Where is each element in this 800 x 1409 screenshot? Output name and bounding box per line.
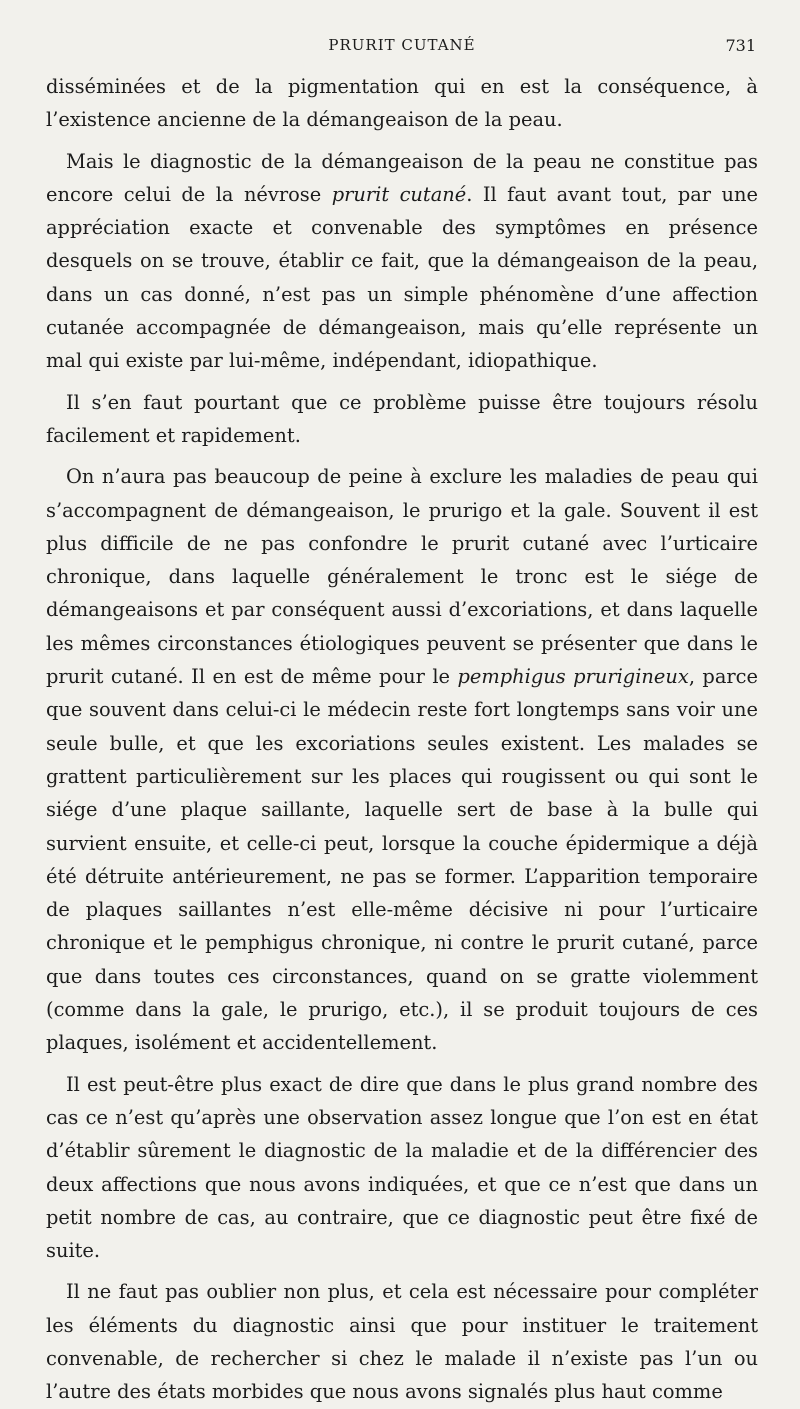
paragraph-text: disséminées et de la pigmentation qui en est la conséquence, à l’existence ancienne de la démangeaison de la peau. [46,75,758,132]
italic-term: pemphigus prurigineux [457,665,689,689]
paragraph-1 [46,70,758,137]
paragraph-3 [46,386,758,453]
paragraph-text: Il ne faut pas oublier non plus, et cela est nécessaire pour compléter les éléments du diagnostic ainsi que pour instituer le traitement convenable, de rechercher si chez le malade il n’existe pas l’un ou l’autre des états morbides que nous avons signalés plus haut comme [46,1280,758,1404]
paragraph-2 [46,145,758,378]
running-head: PRURIT CUTANÉ [328,36,476,54]
paragraph-text: Il s’en faut pourtant que ce problème puisse être toujours résolu facilement et rapidement. [46,390,758,447]
italic-term: prurit cutané [331,182,467,206]
paragraph-text: Mais le diagnostic de la démangeaison de la peau ne constitue pas encore celui de la névrose [46,149,758,206]
paragraph-text-continued: , parce que souvent dans celui-ci le médecin reste fort longtemps sans voir une seule bulle, et que les excoriations seules existent. Les malades se grattent particulièrement sur les places qui rougissent ou qui sont le siége d’une plaque saillante, laquelle sert de base à la bulle qui survient ensuite, et celle-ci peut, lorsque la couche épidermique a déjà été détruite antérieurement, ne pas se former. L’apparition temporaire de plaques saillantes n’est elle-même décisive ni pour l’urticaire chronique et le pemphigus chronique, ni contre le prurit cutané, parce que dans toutes ces circonstances, quand on se gratte violemment (comme dans la gale, le prurigo, etc.), il se produit toujours de ces plaques, isolément et accidentellement. [46,665,759,1055]
body-text [46,70,758,1409]
paragraph-4 [46,460,758,1059]
paragraph-text-continued: . Il faut avant tout, par une appréciation exacte et convenable des symptômes en présence desquels on se trouve, établir ce fait, que la démangeaison de la peau, dans un cas donné, n’est pas un simple phénomène d’une affection cutanée accompagnée de démangeaison, mais qu’elle représente un mal qui existe par lui-même, indépendant, idiopathique. [46,182,758,373]
paragraph-5 [46,1068,758,1268]
page-number: 731 [725,36,756,55]
paragraph-text: Il est peut-être plus exact de dire que dans le plus grand nombre des cas ce n’est qu’après une observation assez longue que l’on est en état d’établir sûrement le diagnostic de la maladie et de la différencier des deux affections que nous avons indiquées, et que ce n’est que dans un petit nombre de cas, au contraire, que ce diagnostic peut être fixé de suite. [46,1072,758,1263]
paragraph-text: On n’aura pas beaucoup de peine à exclure les maladies de peau qui s’accompagnent de démangeaison, le prurigo et la gale. Souvent il est plus difficile de ne pas confondre le prurit cutané avec l’urticaire chronique, dans laquelle généralement le tronc est le siége de démangeaisons et par conséquent aussi d’excoriations, et dans laquelle les mêmes circonstances étiologiques peuvent se présenter que dans le prurit cutané. Il en est de même pour le [46,465,758,689]
paragraph-6 [46,1275,758,1408]
page-header [46,30,758,70]
